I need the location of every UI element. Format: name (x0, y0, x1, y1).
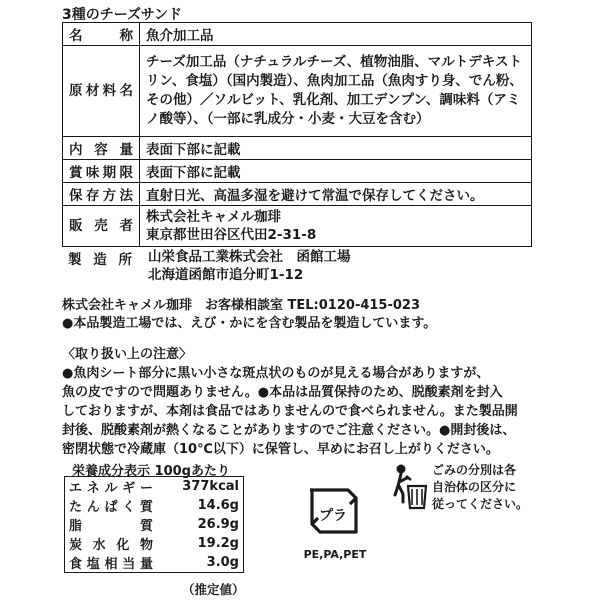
handling-line: ●魚肉シート部分に黒い小さな斑点状のものが見える場合がありますが、 (62, 366, 490, 381)
row-name (63, 23, 532, 46)
handling-line: 封後、脱酸素剤が熱くなることがありますのでご注意ください。●開封後は、 (62, 423, 516, 438)
nutrition-value: 3.0g (206, 555, 239, 570)
row-volume (63, 137, 532, 160)
handling-title: 〈取り扱い上の注意〉 (62, 347, 193, 362)
nutrition-value: 26.9g (197, 517, 239, 532)
row-storage (63, 183, 532, 206)
allergen-note: ●本品製造工場では、えび・かにを含む製品を製造しています。 (62, 316, 437, 331)
plastic-mark-text: プラ (319, 508, 347, 524)
disposal-note (432, 462, 528, 513)
nutrition-table (64, 476, 244, 573)
label-table (62, 22, 532, 247)
ingredients-line: その他）／ソルビット、乳化剤、加工デンプン、調味料（アミ (146, 92, 521, 108)
nutrition-name: 脂 質 (69, 519, 153, 534)
nutrition-title: 栄養成分表示 100gあたり (72, 464, 230, 479)
nutrition-name: 炭水化物 (69, 538, 153, 553)
nutrition-row (65, 496, 244, 515)
contact-line: 株式会社キャメル珈琲 お客様相談室 TEL:0120-415-023 (62, 298, 421, 313)
seller-name: 株式会社キャメル珈琲 (146, 209, 281, 225)
manufacturer-head: 製 造 所 (68, 252, 132, 268)
manufacturer-value (148, 248, 351, 284)
value-seller (140, 206, 532, 247)
plastic-recycle-icon (302, 480, 366, 550)
head-volume: 内 容 量 (63, 137, 140, 160)
handling-line: しておりますが、本剤は食品ではありませんので食べられません。また製品開 (62, 404, 518, 419)
row-ingredients (63, 46, 532, 137)
ingredients-line: ノ酸等）、（一部に乳成分・小麦・大豆を含む） (146, 111, 430, 127)
disposal-line: 自治体の区分に (432, 480, 517, 494)
nutrition-row (65, 534, 244, 553)
head-name: 名 称 (63, 23, 140, 46)
ingredients-line: リン、食塩）（国内製造）、魚肉加工品（魚肉すり身、でん粉、 (146, 73, 523, 89)
value-volume: 表面下部に記載 (140, 137, 532, 160)
nutrition-name: 食塩相当量 (69, 557, 153, 572)
row-expiry (63, 160, 532, 183)
contact-block (62, 297, 436, 333)
handling-line: 魚の皮ですので問題ありません。●本品は品質保持のため、脱酸素剤を封入 (62, 385, 503, 400)
disposal-line: ごみの分別は各 (432, 463, 517, 477)
head-seller: 販 売 者 (63, 206, 140, 247)
value-name: 魚介加工品 (140, 23, 532, 46)
head-storage: 保存方法 (63, 183, 140, 206)
nutrition-row (65, 477, 244, 497)
nutrition-estimate-note: （推定値） (182, 582, 245, 597)
head-ingredients: 原材料名 (63, 46, 140, 137)
nutrition-value: 377kcal (182, 479, 239, 494)
nutrition-row (65, 515, 244, 534)
seller-address: 東京都世田谷区代田2-31-8 (146, 227, 317, 243)
littering-prevention-icon (392, 462, 428, 510)
value-expiry: 表面下部に記載 (140, 160, 532, 183)
manufacturer-address: 北海道函館市追分町1-12 (148, 267, 304, 283)
value-storage: 直射日光、高温多湿を避けて常温で保存してください。 (140, 183, 532, 206)
ingredients-line: チーズ加工品（ナチュラルチーズ、植物油脂、マルトデキスト (146, 54, 522, 70)
nutrition-value: 19.2g (197, 536, 239, 551)
nutrition-name: エネルギー (69, 481, 153, 496)
handling-line: 密閉状態で冷蔵庫（10℃以下）に保管し、早めにお召し上がりください。 (62, 442, 499, 457)
nutrition-row (65, 553, 244, 573)
recycle-materials: PE,PA,PET (303, 548, 367, 561)
handling-notes (62, 345, 540, 459)
nutrition-value: 14.6g (197, 498, 239, 513)
head-expiry: 賞味期限 (63, 160, 140, 183)
disposal-line: 従ってください。 (432, 497, 529, 511)
nutrition-name: たんぱく質 (69, 500, 153, 515)
manufacturer-name: 山栄食品工業株式会社 函館工場 (148, 249, 351, 265)
value-ingredients (140, 46, 532, 137)
row-seller (63, 206, 532, 247)
product-title: 3種のチーズサンド (62, 7, 183, 23)
